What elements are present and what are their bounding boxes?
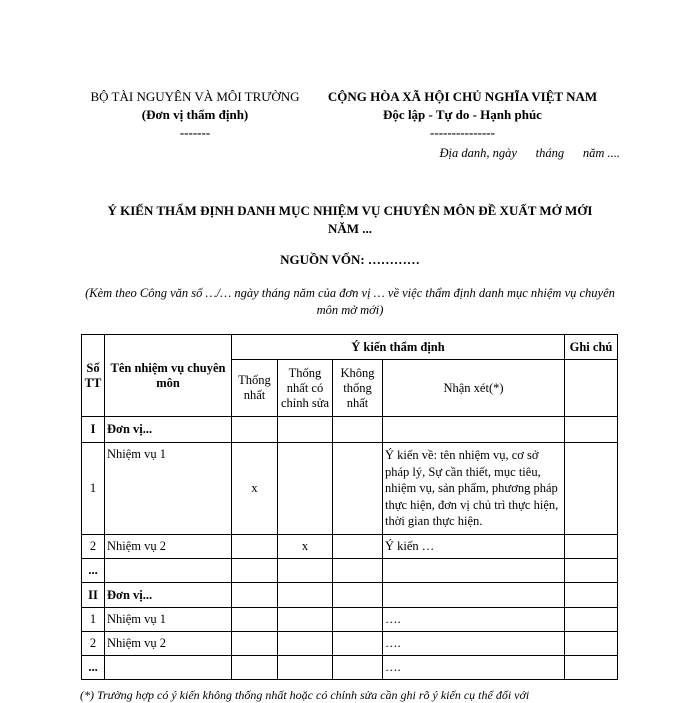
appraisal-table xyxy=(81,334,618,680)
table-row xyxy=(82,656,618,680)
cell-disagree xyxy=(333,535,383,559)
title-line-1: Ý KIẾN THẨM ĐỊNH DANH MỤC NHIỆM VỤ CHUYÊN MÔN ĐỀ XUẤT MỞ MỚI xyxy=(107,203,593,218)
appraising-unit: (Đơn vị thẩm định) xyxy=(141,107,249,122)
header-note-blank xyxy=(565,360,618,417)
cell-task: Nhiệm vụ 2 xyxy=(105,535,232,559)
cell-task xyxy=(105,559,232,583)
cell-edit xyxy=(278,632,333,656)
title-line-2: NĂM ... xyxy=(327,221,373,236)
funding-source: NGUỒN VỐN: ………… xyxy=(280,252,420,267)
header-agree-with-edits: Thống nhất có chỉnh sửa xyxy=(278,360,333,417)
cell-note xyxy=(565,443,618,535)
issuing-agency-block xyxy=(60,88,330,142)
cell-agree: x xyxy=(232,443,278,535)
footnote: (*) Trường hợp có ý kiến không thống nhất hoặc có chỉnh sửa cần ghi rõ ý kiến cụ thể đối với xyxy=(80,688,530,702)
cell-comment xyxy=(383,583,565,608)
cell-disagree xyxy=(333,443,383,535)
cell-edit xyxy=(278,443,333,535)
cell-disagree xyxy=(333,608,383,632)
table-row-section-2 xyxy=(82,583,618,608)
cell-task xyxy=(105,656,232,680)
cell-disagree xyxy=(333,656,383,680)
cell-agree xyxy=(232,632,278,656)
cell-comment: Ý kiến … xyxy=(383,535,565,559)
national-motto: Độc lập - Tự do - Hạnh phúc xyxy=(383,107,542,122)
header-stt: Số TT xyxy=(82,335,105,417)
cell-disagree xyxy=(333,417,383,443)
cell-stt: 1 xyxy=(82,608,105,632)
cell-comment: …. xyxy=(383,608,565,632)
cell-note xyxy=(565,608,618,632)
place-date-line: Địa danh, ngày tháng năm .... xyxy=(439,146,620,160)
cell-agree xyxy=(232,583,278,608)
cell-agree xyxy=(232,417,278,443)
cell-task: Nhiệm vụ 2 xyxy=(105,632,232,656)
cell-comment: Ý kiến về: tên nhiệm vụ, cơ sở pháp lý, Sự cần thiết, mục tiêu, nhiệm vụ, sản phẩm, phương pháp thực hiện, đơn vị chủ trì thực hiện, thời gian thực hiện. xyxy=(383,443,565,535)
table-row xyxy=(82,608,618,632)
header-note: Ghi chú xyxy=(565,335,618,360)
cell-comment: …. xyxy=(383,656,565,680)
attachment-note: (Kèm theo Công văn số …/… ngày tháng năm của đơn vị … về việc thẩm định danh mục nhiệm vụ chuyên môn mở mới) xyxy=(85,286,615,317)
national-header-block xyxy=(305,88,620,142)
cell-note xyxy=(565,559,618,583)
cell-comment xyxy=(383,417,565,443)
cell-stt: 2 xyxy=(82,535,105,559)
cell-stt: 1 xyxy=(82,443,105,535)
cell-note xyxy=(565,417,618,443)
cell-edit xyxy=(278,417,333,443)
document-title xyxy=(80,202,620,238)
cell-note xyxy=(565,656,618,680)
cell-task: Đơn vị... xyxy=(105,417,232,443)
cell-disagree xyxy=(333,583,383,608)
cell-task: Đơn vị... xyxy=(105,583,232,608)
cell-agree xyxy=(232,656,278,680)
cell-disagree xyxy=(333,559,383,583)
cell-stt: ... xyxy=(82,559,105,583)
header-task-name: Tên nhiệm vụ chuyên môn xyxy=(105,335,232,417)
cell-stt: I xyxy=(82,417,105,443)
right-separator: --------------- xyxy=(430,125,495,140)
cell-note xyxy=(565,535,618,559)
cell-note xyxy=(565,632,618,656)
cell-edit xyxy=(278,656,333,680)
header-disagree: Không thống nhất xyxy=(333,360,383,417)
cell-task: Nhiệm vụ 1 xyxy=(105,443,232,535)
header-agree: Thống nhất xyxy=(232,360,278,417)
ministry-name: BỘ TÀI NGUYÊN VÀ MÔI TRƯỜNG xyxy=(90,89,300,104)
cell-comment: …. xyxy=(383,632,565,656)
cell-agree xyxy=(232,608,278,632)
header-comment: Nhận xét(*) xyxy=(383,360,565,417)
cell-agree xyxy=(232,559,278,583)
cell-disagree xyxy=(333,632,383,656)
table-row xyxy=(82,443,618,535)
cell-edit xyxy=(278,559,333,583)
table-row xyxy=(82,632,618,656)
cell-edit xyxy=(278,608,333,632)
cell-comment xyxy=(383,559,565,583)
cell-agree xyxy=(232,535,278,559)
cell-note xyxy=(565,583,618,608)
cell-edit: x xyxy=(278,535,333,559)
table-row xyxy=(82,559,618,583)
table-row-section-1 xyxy=(82,417,618,443)
cell-edit xyxy=(278,583,333,608)
cell-stt: ... xyxy=(82,656,105,680)
cell-stt: II xyxy=(82,583,105,608)
country-name: CỘNG HÒA XÃ HỘI CHỦ NGHĨA VIỆT NAM xyxy=(327,89,598,104)
cell-stt: 2 xyxy=(82,632,105,656)
header-appraisal-opinion: Ý kiến thẩm định xyxy=(232,335,565,360)
left-separator: ------- xyxy=(179,125,211,140)
table-row xyxy=(82,535,618,559)
cell-task: Nhiệm vụ 1 xyxy=(105,608,232,632)
